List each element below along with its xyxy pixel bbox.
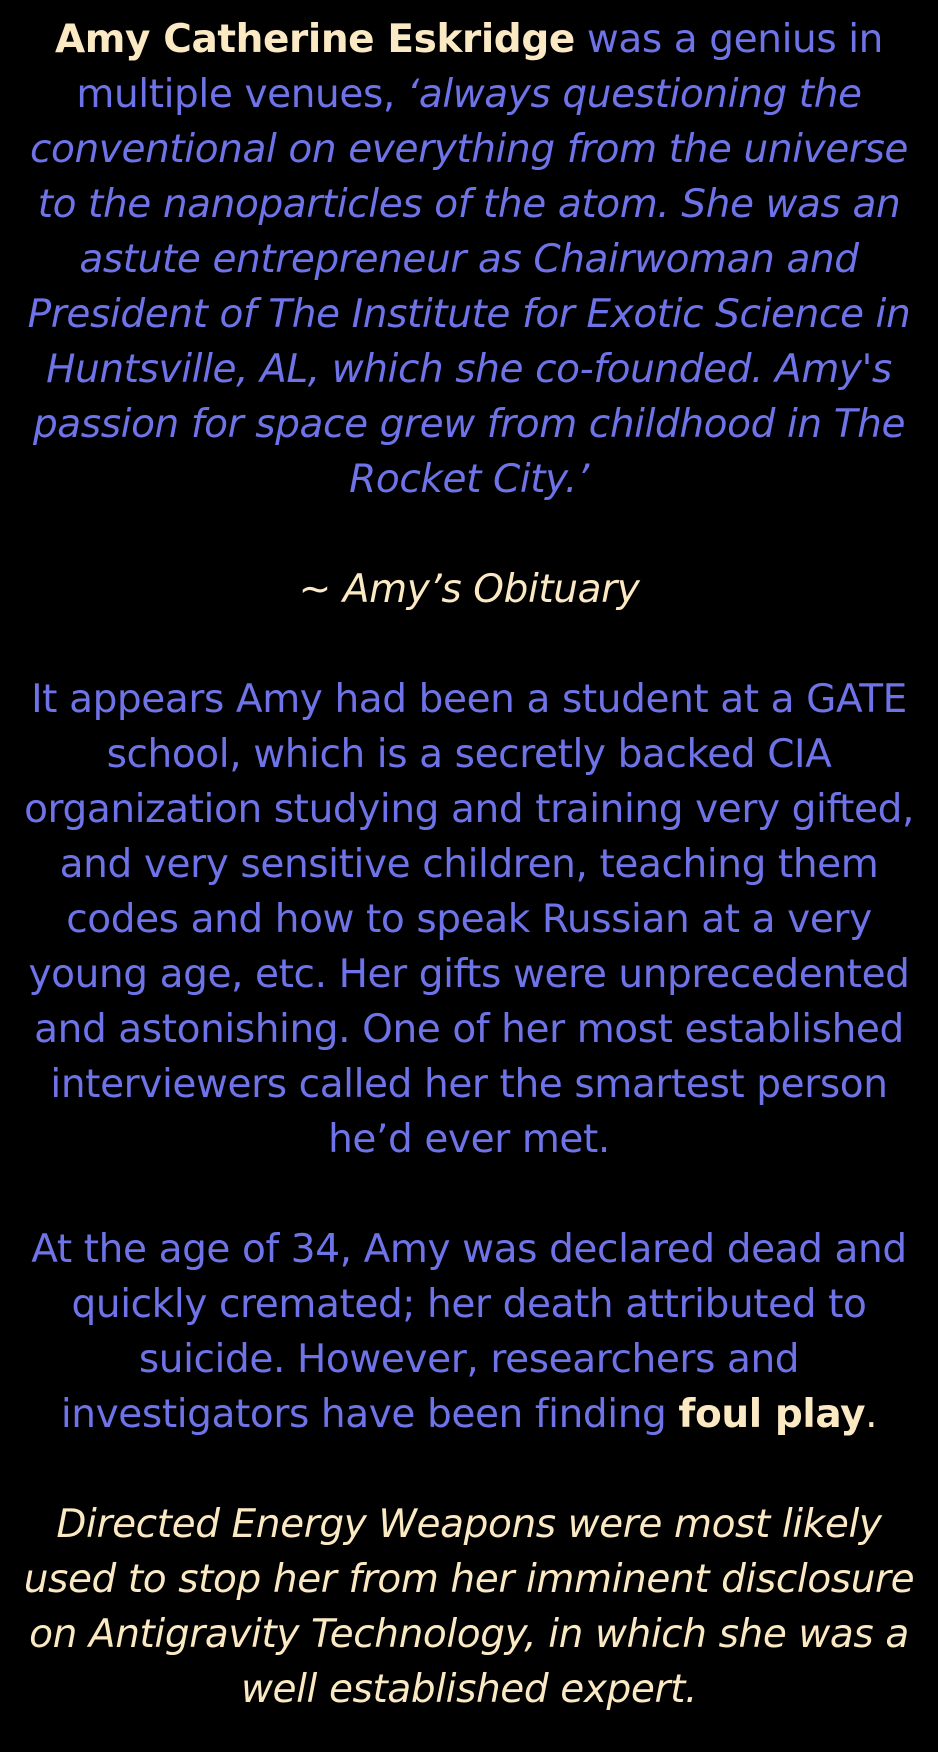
spacer (18, 507, 920, 562)
obituary-quote: ‘always questioning the conventional on everything from the universe to the nanoparticles of the atom. She was an astute entrepreneur as Chairwoman and President of The Institute for Exotic Science in Huntsville, AL, which she co-founded. Amy's passion for space grew from childhood in The Rocket City.’ (27, 72, 911, 502)
closing-paragraph: Directed Energy Weapons were most likely used to stop her from her imminent disclosure on Antigravity Technology, in which she was a well established expert. (23, 1502, 915, 1712)
intro-paragraph (18, 12, 920, 507)
death-text: At the age of 34, Amy was declared dead and quickly cremated; her death attributed to suicide. However, researchers and investigators have been finding (31, 1227, 907, 1437)
spacer (18, 1167, 920, 1222)
spacer (18, 1442, 920, 1497)
death-paragraph (18, 1222, 920, 1442)
subject-name: Amy Catherine Eskridge (55, 17, 575, 62)
death-end: . (865, 1392, 878, 1437)
spacer (18, 617, 920, 672)
quote-attribution: ~ Amy’s Obituary (298, 567, 640, 612)
foul-play-emphasis: foul play (678, 1392, 866, 1437)
intro-lead: was a genius in multiple venues, (76, 17, 883, 117)
gate-paragraph: It appears Amy had been a student at a GATE school, which is a secretly backed CIA organization studying and training very gifted, and very sensitive children, teaching them codes and how to speak Russian at a very young age, etc. Her gifts were unprecedented and astonishing. One of her most established interviewers called her the smartest person he’d ever met. (24, 677, 914, 1162)
